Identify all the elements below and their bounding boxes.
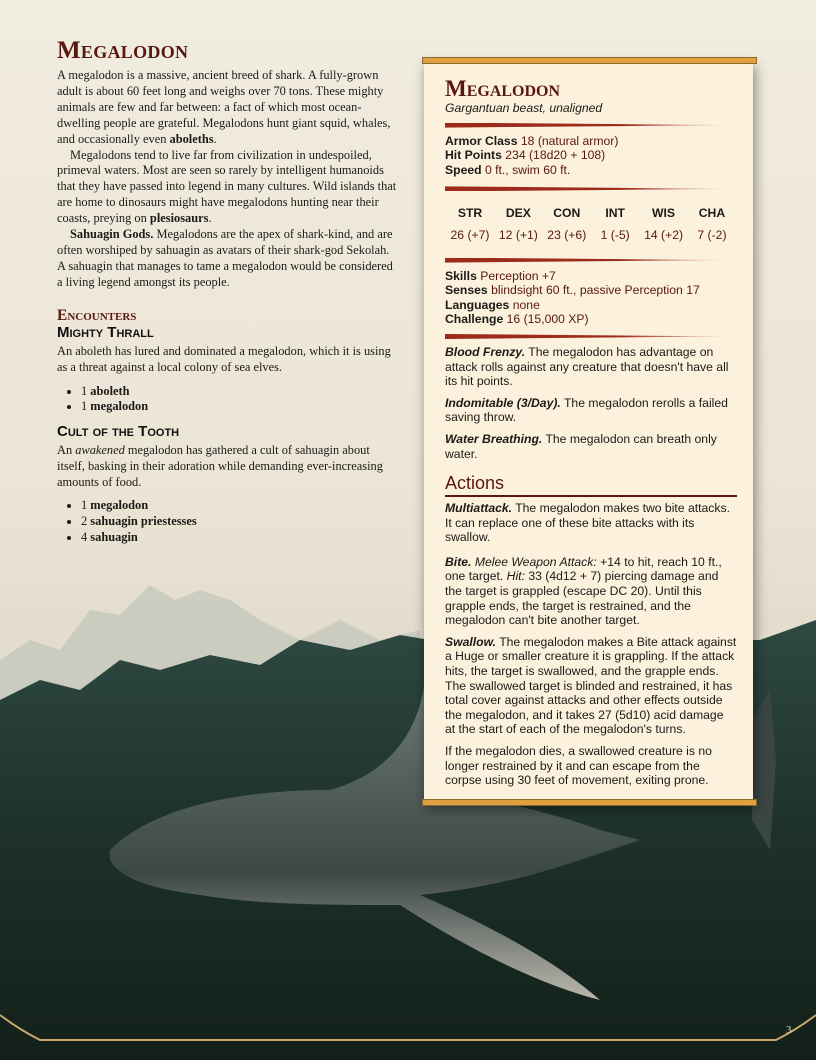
ability-dex: DEX 12 (+1) — [498, 206, 538, 242]
actions-heading: Actions — [445, 473, 737, 497]
text-run: megalodon has gathered a cult of sahuagin about itself, basking in their adoration while demanding ever-increasing amounts of food. — [57, 442, 383, 489]
trait-name: Blood Frenzy. — [445, 344, 526, 359]
intro-paragraph — [57, 68, 397, 148]
creature-name: megalodon — [90, 498, 149, 513]
creature-name: sahuagin priestesses — [90, 514, 197, 528]
text-run: Megalodons tend to live far from civilization in undespoiled, primeval waters. Most are seen so rarely by intelligent humanoids that they have passed into legend in many cultures. Wild islands that are home to dinosaurs might have megalodons hunting near their coasts, preying on — [57, 147, 397, 226]
encounter-cult-of-the-tooth — [57, 423, 397, 546]
text-run: Megalodons are the apex of shark-kind, and are often worshiped by sahuagin as avatars of their shark-god Sekolah. A sahuagin that manages to tame a megalodon would be considered a living legend amongst its people. — [57, 227, 393, 289]
text-run: The megalodon can breath only water. — [445, 431, 717, 461]
encounter-title: Cult of the Tooth — [57, 422, 180, 440]
encounter-text — [57, 344, 397, 376]
list-item — [81, 384, 397, 400]
encounter-text — [57, 443, 397, 491]
stat-block-bottom-bar — [422, 799, 757, 806]
trait-name: Water Breathing. — [445, 431, 543, 446]
lore-column — [57, 38, 397, 553]
text-run: The megalodon rerolls a failed saving throw. — [445, 395, 728, 425]
bold-term: aboleths — [169, 131, 214, 146]
divider — [445, 334, 737, 339]
speed: Speed 0 ft., swim 60 ft. — [445, 162, 571, 177]
armor-class: Armor Class 18 (natural armor) — [445, 133, 619, 148]
action-bite — [445, 555, 737, 628]
trait-indomitable — [445, 396, 737, 425]
encounter-mighty-thrall — [57, 324, 397, 415]
text-run: The megalodon makes a Bite attack against a Huge or smaller creature it is grappling. If the attack hits, the target is swallowed, and the grapple ends. The swallowed target is blinded and restrained, it has total cover against attacks and other effects outside the megalodon, and it takes 27 (5d10) acid damage at the start of each of the megalodon's turns. — [445, 634, 737, 737]
trait-name: Multiattack. — [445, 501, 513, 516]
list-item — [81, 399, 397, 415]
divider — [445, 258, 737, 263]
bold-term: Sahuagin Gods. — [70, 227, 154, 242]
count: 1 — [81, 383, 91, 398]
skills: Skills Perception +7 — [445, 268, 556, 283]
italic-term: Hit: — [506, 569, 525, 584]
italic-term: awakened — [75, 442, 125, 457]
divider — [445, 123, 737, 128]
encounter-title: Mighty Thrall — [57, 323, 154, 341]
count: 4 — [81, 529, 91, 544]
text-run: An aboleth has lured and dominated a megalodon, which it is using as a threat against a local colony of sea elves. — [57, 343, 391, 374]
ability-wis: WIS 14 (+2) — [644, 206, 684, 242]
ability-str: STR 26 (+7) — [450, 206, 490, 242]
encounter-list — [57, 384, 397, 415]
divider — [445, 186, 737, 191]
habitat-paragraph — [57, 148, 397, 228]
action-multiattack — [445, 501, 737, 545]
text-run: The megalodon has advantage on attack rolls against any creature that doesn't have all its hit points. — [445, 344, 729, 389]
trait-name: Indomitable (3/Day). — [445, 395, 561, 410]
bold-term: plesiosaurs — [149, 211, 209, 226]
italic-term: Melee Weapon Attack: — [474, 554, 597, 569]
action-swallow — [445, 635, 737, 737]
ability-scores — [445, 197, 737, 250]
text-run: A megalodon is a massive, ancient breed of shark. A fully-grown adult is about 60 feet long and weighs over 70 tons. These mighty animals are few and far between: a fact of which most ocean-dwelling people are grateful. Megalodons hunt giant squid, whales, and occasionally even — [57, 68, 391, 146]
text-run: 33 (4d12 + 7) piercing damage and the target is grappled (escape DC 20). Until this grapple ends, the target is restrained, and the megalodon can't bite another target. — [445, 569, 719, 628]
list-item — [81, 514, 397, 530]
sahuagin-gods-paragraph — [57, 227, 397, 291]
ability-con: CON 23 (+6) — [547, 206, 587, 242]
trait-blood-frenzy — [445, 345, 737, 389]
page-title: Megalodon — [57, 37, 189, 64]
monster-name: Megalodon — [445, 76, 561, 101]
creature-name: aboleth — [90, 383, 130, 398]
trait-name: Bite. — [445, 554, 472, 569]
text-run: The megalodon makes two bite attacks. It can replace one of these bite attacks with its swallow. — [445, 501, 730, 545]
creature-name: megalodon — [90, 399, 149, 414]
text-run: +14 to hit, reach 10 ft., one target. — [445, 554, 722, 584]
senses: Senses blindsight 60 ft., passive Perception 17 — [445, 283, 700, 298]
text-run: If the megalodon dies, a swallowed creature is no longer restrained by it and can escape from the corpse using 30 feet of movement, exiting prone. — [445, 744, 712, 788]
count: 1 — [81, 399, 91, 414]
trait-water-breathing — [445, 432, 737, 461]
monster-type: Gargantuan beast, unaligned — [445, 101, 603, 115]
stat-block — [424, 60, 753, 803]
count: 2 — [81, 514, 91, 528]
encounter-list — [57, 498, 397, 545]
list-item — [81, 498, 397, 514]
text-run: . — [213, 131, 217, 146]
count: 1 — [81, 498, 91, 513]
list-item — [81, 530, 397, 546]
encounters-heading: Encounters — [57, 306, 137, 324]
ability-int: INT 1 (-5) — [600, 206, 630, 242]
stat-block-top-bar — [422, 57, 757, 64]
swallow-death-note — [445, 744, 737, 788]
hit-points: Hit Points 234 (18d20 + 108) — [445, 148, 606, 163]
creature-name: sahuagin — [90, 529, 138, 544]
ability-cha: CHA 7 (-2) — [697, 206, 727, 242]
languages: Languages none — [445, 297, 540, 312]
page-number: 3 — [786, 1024, 792, 1036]
text-run: An — [57, 442, 76, 457]
trait-name: Swallow. — [445, 634, 497, 649]
text-run: . — [208, 211, 212, 226]
challenge: Challenge 16 (15,000 XP) — [445, 312, 589, 327]
